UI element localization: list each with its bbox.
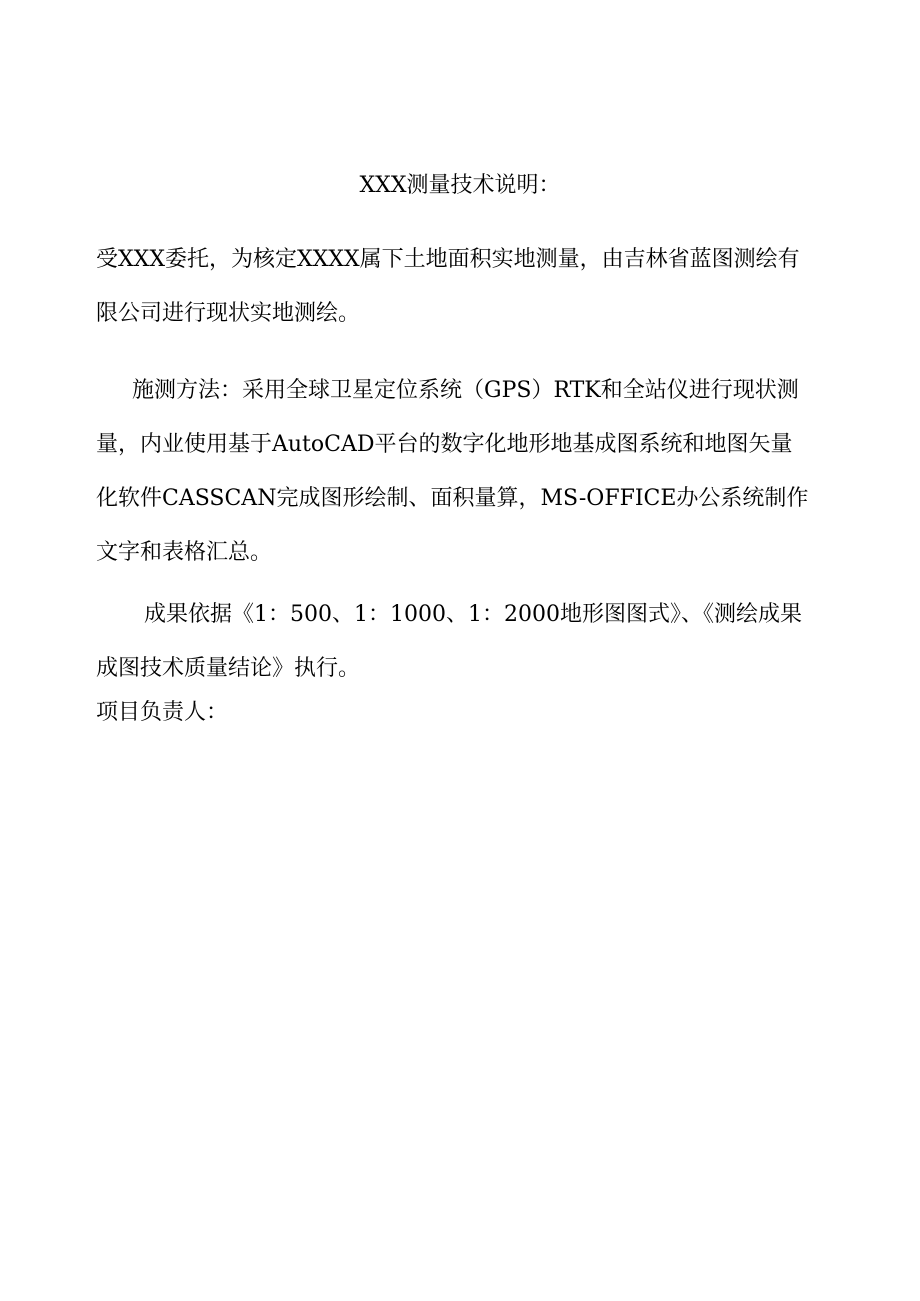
paragraph-results-basis: 成果依据《1：500、1：1000、1：2000地形图图式》、《测绘成果成图技术质量结论》执行。 [96,602,802,681]
project-responsible-label: 项目负责人： [96,700,229,725]
document-title: XXX测量技术说明： [359,173,561,198]
paragraph-commission: 受XXX委托，为核定XXXX属下土地面积实地测量，由吉林省蓝图测绘有限公司进行现状实地测绘。 [96,247,800,326]
paragraph-survey-method: 施测方法：采用全球卫星定位系统（GPS）RTK和全站仪进行现状测量，内业使用基于AutoCAD平台的数字化地形地基成图系统和地图矢量化软件CASSCAN完成图形绘制、面积量算，MS-OFFICE办公系统制作文字和表格汇总。 [96,378,809,565]
